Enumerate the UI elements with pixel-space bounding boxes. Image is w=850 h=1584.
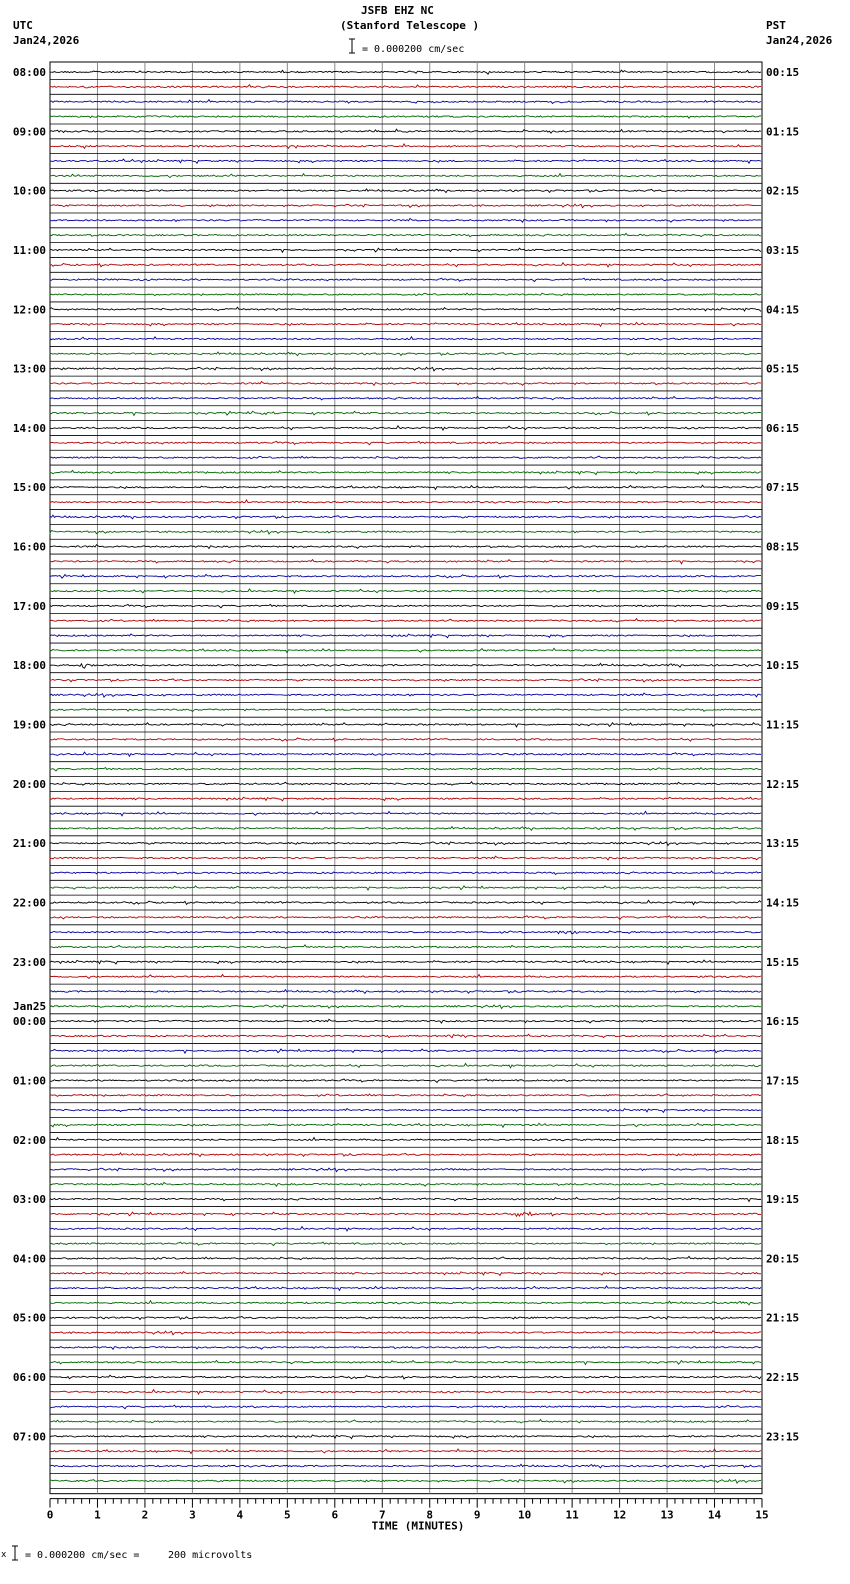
seismic-trace — [50, 827, 761, 831]
station-location: (Stanford Telescope ) — [340, 19, 480, 32]
seismic-trace — [50, 204, 761, 208]
x-axis-label: TIME (MINUTES) — [371, 1519, 465, 1533]
pst-hour-label: 16:15 — [766, 1015, 800, 1029]
utc-hour-label: 00:00 — [12, 1015, 46, 1029]
x-tick-label: 7 — [378, 1508, 386, 1522]
pst-hour-label: 13:15 — [766, 837, 800, 851]
seismic-trace — [50, 337, 761, 340]
utc-hour-label: 09:00 — [12, 125, 46, 139]
x-tick-label: 12 — [612, 1508, 627, 1522]
pst-hour-label: 05:15 — [766, 362, 800, 376]
seismic-trace — [50, 574, 761, 578]
seismic-trace — [50, 842, 761, 846]
seismic-trace — [50, 545, 761, 549]
seismic-trace — [50, 85, 761, 88]
seismic-trace — [50, 648, 761, 652]
pst-hour-label: 23:15 — [766, 1430, 800, 1444]
pst-hour-label: 07:15 — [766, 481, 800, 495]
seismic-trace — [50, 174, 761, 178]
utc-hour-label: 12:00 — [12, 303, 46, 317]
utc-hour-label: 13:00 — [12, 362, 46, 376]
x-tick-label: 2 — [141, 1508, 149, 1522]
x-tick-label: 0 — [46, 1508, 54, 1522]
seismic-trace — [50, 1375, 761, 1379]
utc-hour-label: 21:00 — [12, 837, 46, 851]
x-tick-label: 10 — [518, 1508, 532, 1522]
seismic-trace — [50, 1197, 761, 1201]
pst-hour-label: 21:15 — [766, 1311, 800, 1325]
seismic-trace — [50, 797, 761, 801]
x-tick-label: 8 — [426, 1508, 434, 1522]
station-title: JSFB EHZ NC — [361, 4, 434, 17]
x-tick-label: 14 — [707, 1508, 722, 1522]
seismic-trace — [50, 293, 761, 296]
pst-hour-label: 09:15 — [766, 599, 800, 613]
seismic-trace — [50, 679, 761, 682]
utc-hour-label: 04:00 — [12, 1252, 46, 1266]
seismic-trace — [50, 248, 761, 252]
utc-hour-label: 23:00 — [12, 955, 46, 969]
seismic-trace — [50, 768, 761, 771]
utc-hour-label: 11:00 — [12, 243, 46, 257]
pst-hour-label: 10:15 — [766, 659, 800, 673]
utc-hour-label: 16:00 — [12, 540, 46, 554]
seismic-trace — [50, 1272, 761, 1276]
footer-scale-bar-icon — [11, 1545, 19, 1562]
utc-hour-label: 22:00 — [12, 896, 46, 910]
seismic-trace — [50, 1360, 761, 1364]
x-tick-label: 3 — [189, 1508, 196, 1522]
utc-hour-label: 19:00 — [12, 718, 46, 732]
pst-hour-label: 12:15 — [766, 777, 800, 791]
seismic-trace — [50, 1005, 761, 1009]
seismic-trace — [50, 411, 761, 415]
pst-zone-label: PST — [766, 19, 786, 32]
pst-hour-label: 14:15 — [766, 896, 800, 910]
seismic-trace — [50, 589, 761, 593]
seismic-trace — [50, 1242, 761, 1246]
x-tick-label: 13 — [660, 1508, 674, 1522]
x-tick-label: 11 — [565, 1508, 579, 1522]
utc-hour-label: 15:00 — [12, 481, 46, 495]
seismic-trace — [50, 1079, 761, 1083]
seismic-trace — [50, 426, 761, 430]
pst-hour-label: 01:15 — [766, 125, 800, 139]
seismic-trace — [50, 1049, 761, 1053]
seismic-trace — [50, 1480, 761, 1484]
utc-hour-label: 08:00 — [12, 66, 46, 79]
utc-hour-label: 20:00 — [12, 777, 46, 791]
scale-text: = 0.000200 cm/sec — [362, 44, 465, 55]
seismic-trace — [50, 663, 761, 668]
x-tick-label: 15 — [755, 1508, 769, 1522]
seismic-trace — [50, 263, 761, 267]
pst-hour-label: 02:15 — [766, 184, 800, 198]
footer-marker: x — [1, 1550, 7, 1560]
pst-hour-label: 00:15 — [766, 66, 800, 79]
utc-date-label: Jan24,2026 — [13, 34, 80, 47]
utc-hour-label: 14:00 — [12, 421, 46, 435]
seismic-trace — [50, 1419, 761, 1422]
seismic-trace — [50, 70, 761, 74]
seismic-trace — [50, 782, 761, 785]
seismic-trace — [50, 1449, 761, 1454]
seismic-trace — [50, 990, 761, 994]
pst-hour-label: 17:15 — [766, 1074, 800, 1088]
seismic-trace — [50, 871, 761, 874]
seismic-trace — [50, 709, 761, 712]
seismic-trace — [50, 322, 761, 326]
x-tick-label: 1 — [94, 1508, 101, 1522]
seismic-trace — [50, 1390, 761, 1394]
seismic-trace — [50, 1153, 761, 1157]
seismic-trace — [50, 159, 761, 163]
seismic-trace — [50, 1019, 761, 1023]
pst-hour-label: 19:15 — [766, 1193, 800, 1207]
seismic-trace — [50, 560, 761, 564]
utc-hour-label: 03:00 — [12, 1193, 46, 1207]
seismic-trace — [50, 278, 761, 282]
seismic-trace — [50, 931, 761, 934]
seismic-trace — [50, 1168, 761, 1172]
seismic-trace — [50, 974, 761, 978]
seismic-trace — [50, 100, 761, 104]
seismic-trace — [50, 397, 761, 400]
utc-hour-label: 07:00 — [12, 1430, 46, 1444]
seismic-trace — [50, 129, 761, 133]
pst-hour-label: 15:15 — [766, 955, 800, 969]
seismic-trace — [50, 1405, 761, 1408]
utc-date-change-label: Jan25 — [13, 1000, 47, 1014]
utc-zone-label: UTC — [13, 19, 33, 32]
seismic-trace — [50, 752, 761, 756]
seismic-trace — [50, 619, 761, 622]
pst-hour-label: 22:15 — [766, 1371, 800, 1385]
pst-hour-label: 04:15 — [766, 303, 800, 317]
seismic-trace — [50, 456, 761, 459]
utc-hour-label: 17:00 — [12, 599, 46, 613]
seismic-trace — [50, 218, 761, 222]
seismic-trace — [50, 367, 761, 371]
seismic-trace — [50, 1212, 761, 1216]
pst-hour-label: 11:15 — [766, 718, 800, 732]
seismic-trace — [50, 1108, 761, 1112]
seismic-trace — [50, 738, 761, 741]
seismic-trace — [50, 1182, 761, 1186]
utc-hour-label: 02:00 — [12, 1133, 46, 1147]
utc-hour-label: 10:00 — [12, 184, 46, 198]
seismic-trace — [50, 1138, 761, 1141]
seismic-trace — [50, 960, 761, 964]
utc-hour-label: 18:00 — [12, 659, 46, 673]
utc-hour-label: 01:00 — [12, 1074, 46, 1088]
seismic-trace — [50, 604, 761, 608]
seismic-trace — [50, 1256, 761, 1259]
x-tick-label: 4 — [236, 1508, 244, 1522]
seismic-trace — [50, 352, 761, 356]
pst-hour-label: 03:15 — [766, 243, 800, 257]
seismic-trace — [50, 382, 761, 386]
seismic-trace — [50, 1123, 761, 1127]
seismic-trace — [50, 515, 761, 519]
seismic-trace — [50, 500, 761, 503]
seismic-trace — [50, 945, 761, 948]
seismic-trace — [50, 811, 761, 816]
seismic-trace — [50, 634, 761, 638]
seismic-trace — [50, 1094, 761, 1097]
seismic-trace — [50, 693, 761, 697]
utc-hour-label: 06:00 — [12, 1371, 46, 1385]
seismic-trace — [50, 470, 761, 474]
seismic-trace — [50, 144, 761, 149]
x-tick-label: 9 — [473, 1508, 481, 1522]
seismic-trace — [50, 1227, 761, 1231]
seismic-trace — [50, 856, 761, 860]
seismic-trace — [50, 1435, 761, 1439]
seismic-trace — [50, 1464, 761, 1468]
seismic-trace — [50, 530, 761, 534]
seismic-trace — [50, 1286, 761, 1290]
seismic-trace — [50, 485, 761, 489]
plot-frame — [50, 62, 762, 1494]
seismic-trace — [50, 1317, 761, 1320]
seismic-trace — [50, 886, 761, 890]
seismic-trace — [50, 916, 761, 920]
seismic-trace — [50, 900, 761, 904]
seismic-trace — [50, 1301, 761, 1305]
footer-microvolts: 200 microvolts — [168, 1550, 253, 1561]
seismic-trace — [50, 116, 761, 118]
pst-hour-label: 20:15 — [766, 1252, 800, 1266]
x-tick-label: 5 — [284, 1508, 291, 1522]
utc-hour-label: 05:00 — [12, 1311, 46, 1325]
seismic-trace — [50, 1347, 761, 1350]
seismic-trace — [50, 233, 761, 236]
seismic-trace — [50, 1034, 761, 1038]
pst-date-label: Jan24,2026 — [766, 34, 833, 47]
footer-scale-text: = 0.000200 cm/sec = — [25, 1550, 140, 1561]
seismic-trace — [50, 723, 761, 727]
seismic-trace — [50, 441, 761, 445]
seismic-trace — [50, 1063, 761, 1067]
pst-hour-label: 08:15 — [766, 540, 800, 554]
pst-hour-label: 18:15 — [766, 1133, 800, 1147]
pst-hour-label: 06:15 — [766, 421, 800, 435]
seismic-trace — [50, 1331, 761, 1335]
seismic-trace — [50, 189, 761, 193]
x-tick-label: 6 — [331, 1508, 339, 1522]
seismic-trace — [50, 307, 761, 311]
